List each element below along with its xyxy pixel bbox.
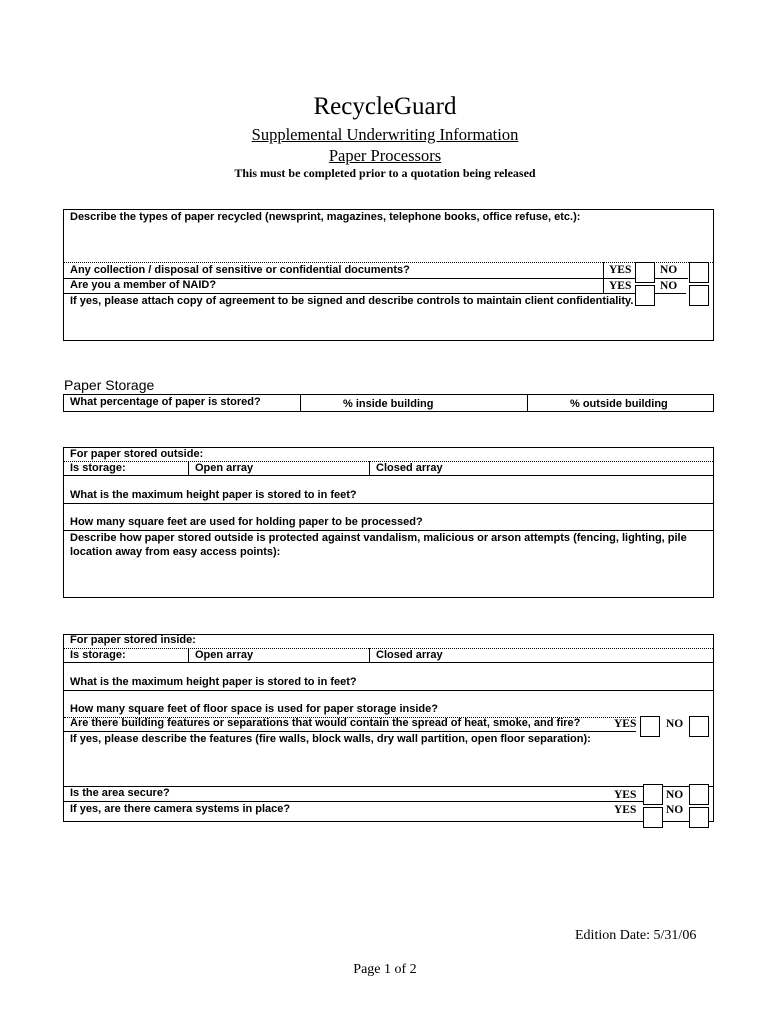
no-label: NO: [666, 718, 684, 730]
camera-yes-checkbox[interactable]: [643, 807, 663, 828]
form-note: This must be completed prior to a quotation being released: [234, 166, 536, 180]
divider: [64, 662, 713, 663]
form-subtitle-category: Paper Processors: [328, 146, 442, 165]
sensitive-yes-checkbox[interactable]: [635, 262, 655, 283]
divider: [64, 503, 713, 504]
no-label: NO: [666, 804, 684, 816]
naid-no-checkbox[interactable]: [689, 285, 709, 306]
naid-yes-checkbox[interactable]: [635, 285, 655, 306]
yes-label: YES: [614, 789, 637, 801]
inside-closed-array-option[interactable]: Closed array: [376, 649, 443, 661]
no-label: NO: [666, 789, 684, 801]
secure-yes-checkbox[interactable]: [643, 784, 663, 805]
divider: [300, 394, 301, 412]
outside-open-array-option[interactable]: Open array: [195, 462, 254, 474]
outside-question-sqft: How many square feet are used for holding paper to be processed?: [70, 516, 423, 528]
no-label: NO: [660, 280, 678, 292]
inside-is-storage-label: Is storage:: [70, 649, 126, 661]
secure-no-checkbox[interactable]: [689, 784, 709, 805]
form-subtitle: Supplemental Underwriting Information: [251, 125, 519, 144]
question-naid-member: Are you a member of NAID?: [70, 279, 217, 291]
divider: [603, 262, 604, 294]
form-title: RecycleGuard: [313, 93, 457, 120]
inside-open-array-option[interactable]: Open array: [195, 649, 254, 661]
inside-question-area-secure: Is the area secure?: [70, 787, 170, 799]
fire-features-no-checkbox[interactable]: [689, 716, 709, 737]
inside-building-field[interactable]: % inside building: [343, 398, 434, 410]
inside-question-fire-features: Are there building features or separations that would contain the spread of heat, smoke, and fire?: [70, 717, 581, 729]
outside-question-protection: Describe how paper stored outside is protected against vandalism, malicious or arson attempts (fencing, lighting, pile location away from easy access points):: [70, 532, 687, 558]
yes-label: YES: [614, 718, 637, 730]
outside-building-field[interactable]: % outside building: [570, 398, 668, 410]
divider: [64, 475, 713, 476]
outside-is-storage-label: Is storage:: [70, 462, 126, 474]
divider: [64, 690, 713, 691]
yes-label: YES: [609, 264, 632, 276]
fire-features-yes-checkbox[interactable]: [640, 716, 660, 737]
paper-storage-heading: Paper Storage: [64, 377, 155, 393]
outside-storage-heading: For paper stored outside:: [70, 448, 204, 460]
page-number: Page 1 of 2: [353, 962, 417, 977]
divider: [64, 293, 686, 294]
divider: [64, 801, 644, 802]
question-paper-types: Describe the types of paper recycled (newsprint, magazines, telephone books, office refuse, etc.):: [70, 211, 581, 223]
divider: [64, 262, 713, 263]
edition-date: Edition Date: 5/31/06: [575, 928, 697, 943]
inside-question-describe-features: If yes, please describe the features (fire walls, block walls, dry wall partition, open floor separation):: [70, 733, 591, 745]
divider: [64, 731, 636, 732]
divider: [188, 461, 189, 475]
inside-question-sqft: How many square feet of floor space is used for paper storage inside?: [70, 703, 438, 715]
outside-question-height: What is the maximum height paper is stored to in feet?: [70, 489, 357, 501]
divider: [527, 394, 528, 412]
outside-closed-array-option[interactable]: Closed array: [376, 462, 443, 474]
yes-label: YES: [609, 280, 632, 292]
divider: [369, 648, 370, 662]
inside-question-height: What is the maximum height paper is stored to in feet?: [70, 676, 357, 688]
question-percentage-stored: What percentage of paper is stored?: [70, 396, 261, 408]
divider: [369, 461, 370, 475]
question-sensitive-documents: Any collection / disposal of sensitive or confidential documents?: [70, 264, 410, 276]
divider: [188, 648, 189, 662]
no-label: NO: [660, 264, 678, 276]
inside-question-camera-systems: If yes, are there camera systems in place?: [70, 803, 291, 815]
question-agreement-controls: If yes, please attach copy of agreement to be signed and describe controls to maintain client confidentiality.: [70, 295, 634, 307]
yes-label: YES: [614, 804, 637, 816]
sensitive-no-checkbox[interactable]: [689, 262, 709, 283]
camera-no-checkbox[interactable]: [689, 807, 709, 828]
inside-storage-heading: For paper stored inside:: [70, 634, 196, 646]
